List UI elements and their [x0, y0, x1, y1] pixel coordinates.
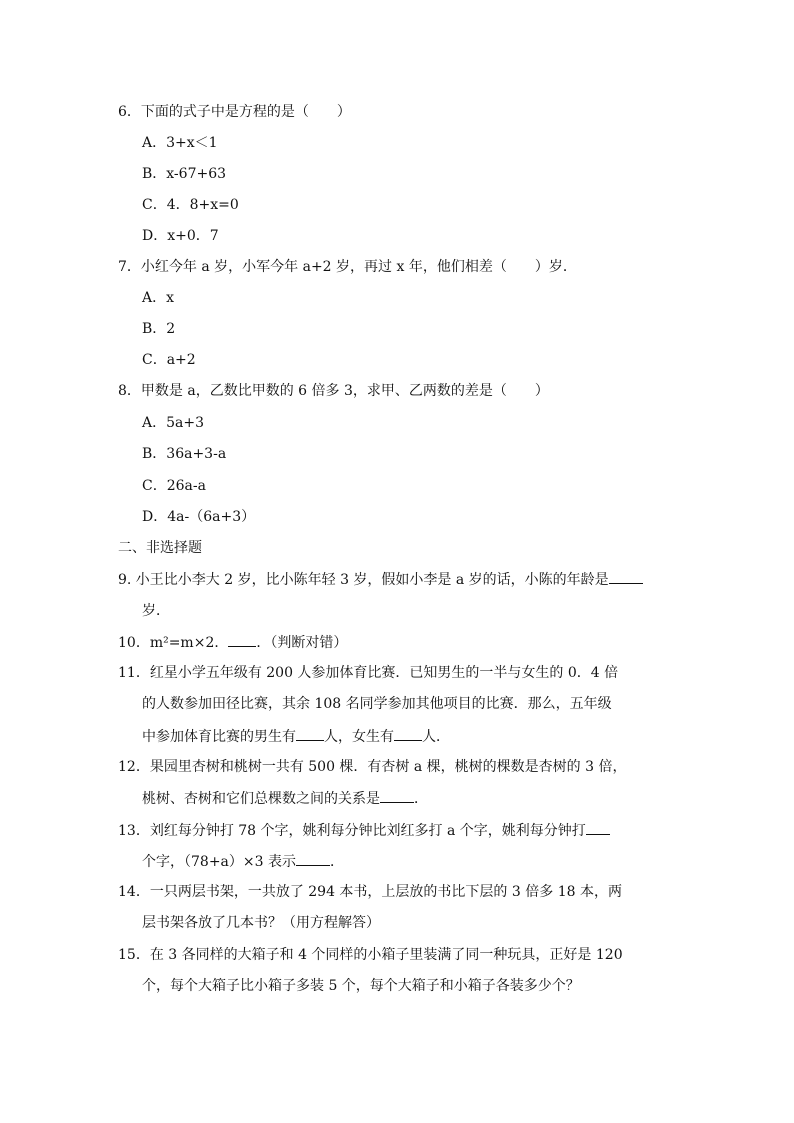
question-11-line-3 — [142, 726, 450, 746]
question-13-text-a: 个字，（78+a）×3 表示 — [142, 854, 296, 870]
question-9-line-1 — [118, 569, 643, 589]
question-14-line-2: 层书架各放了几本书？（用方程解答） — [142, 915, 380, 931]
question-7-option-a: A．x — [142, 290, 175, 306]
question-12-text-a: 桃树、杏树和它们总棵数之间的关系是 — [142, 791, 380, 807]
question-6-option-c: C．4．8+x=0 — [142, 197, 239, 213]
answer-blank — [380, 788, 414, 803]
question-10-text: 10．m²=m×2． — [118, 635, 229, 651]
question-15-line-2: 个，每个大箱子比小箱子多装 5 个，每个大箱子和小箱子各装多少个？ — [142, 978, 580, 994]
question-7-option-c: C．a+2 — [142, 352, 196, 368]
question-10-suffix: ．（判断对错） — [256, 635, 348, 651]
answer-blank — [586, 820, 610, 835]
question-9-text: 9. 小王比小李大 2 岁，比小陈年轻 3 岁，假如小李是 a 岁的话，小陈的年龄是 — [118, 572, 609, 588]
question-11-text-a: 中参加体育比赛的男生有 — [142, 729, 296, 745]
question-8-option-d: D．4a-（6a+3） — [142, 509, 256, 525]
question-6-stem: 6．下面的式子中是方程的是（ ） — [118, 104, 351, 120]
question-6-option-b: B．x-67+63 — [142, 166, 227, 182]
question-11-text-c: 人． — [422, 729, 450, 745]
question-13-text-b: ． — [329, 854, 344, 870]
question-12-text-b: ． — [414, 791, 428, 807]
question-12-line-2 — [142, 788, 428, 808]
question-7-stem: 7．小红今年 a 岁，小军今年 a+2 岁，再过 x 年，他们相差（ ）岁． — [118, 259, 577, 275]
question-11-text-b: 人，女生有 — [324, 729, 394, 745]
question-14-line-1: 14．一只两层书架，一共放了 294 本书，上层放的书比下层的 3 倍多 18 本，两 — [118, 884, 622, 900]
answer-blank — [394, 726, 422, 741]
question-6-option-d: D．x+0．7 — [142, 228, 219, 244]
answer-blank — [296, 726, 324, 741]
answer-blank — [228, 632, 256, 647]
question-9-line-2: 岁． — [142, 603, 170, 619]
question-12-line-1: 12．果园里杏树和桃树一共有 500 棵．有杏树 a 棵，桃树的棵数是杏树的 3 倍， — [118, 759, 627, 775]
question-15-line-1: 15．在 3 各同样的大箱子和 4 个同样的小箱子里装满了同一种玩具，正好是 120 — [118, 947, 623, 963]
question-11-line-2: 的人数参加田径比赛，其余 108 名同学参加其他项目的比赛．那么，五年级 — [142, 696, 612, 712]
question-8-stem: 8．甲数是 a，乙数比甲数的 6 倍多 3，求甲、乙两数的差是（ ） — [118, 383, 549, 399]
question-13-text: 13．刘红每分钟打 78 个字，姚利每分钟比刘红多打 a 个字，姚利每分钟打 — [118, 823, 586, 839]
question-13-line-1 — [118, 820, 610, 840]
question-8-option-a: A．5a+3 — [142, 415, 205, 431]
question-7-option-b: B．2 — [142, 321, 176, 337]
question-6-option-a: A．3+x＜1 — [142, 135, 218, 151]
question-13-line-2 — [142, 851, 344, 871]
question-8-option-b: B．36a+3-a — [142, 446, 227, 462]
question-8-option-c: C．26a-a — [142, 478, 206, 494]
question-11-line-1: 11．红星小学五年级有 200 人参加体育比赛．已知男生的一半与女生的 0．4 倍 — [118, 665, 619, 681]
answer-blank — [609, 569, 643, 584]
question-10 — [118, 632, 347, 652]
section-heading: 二、非选择题 — [118, 540, 202, 556]
answer-blank — [296, 851, 330, 866]
